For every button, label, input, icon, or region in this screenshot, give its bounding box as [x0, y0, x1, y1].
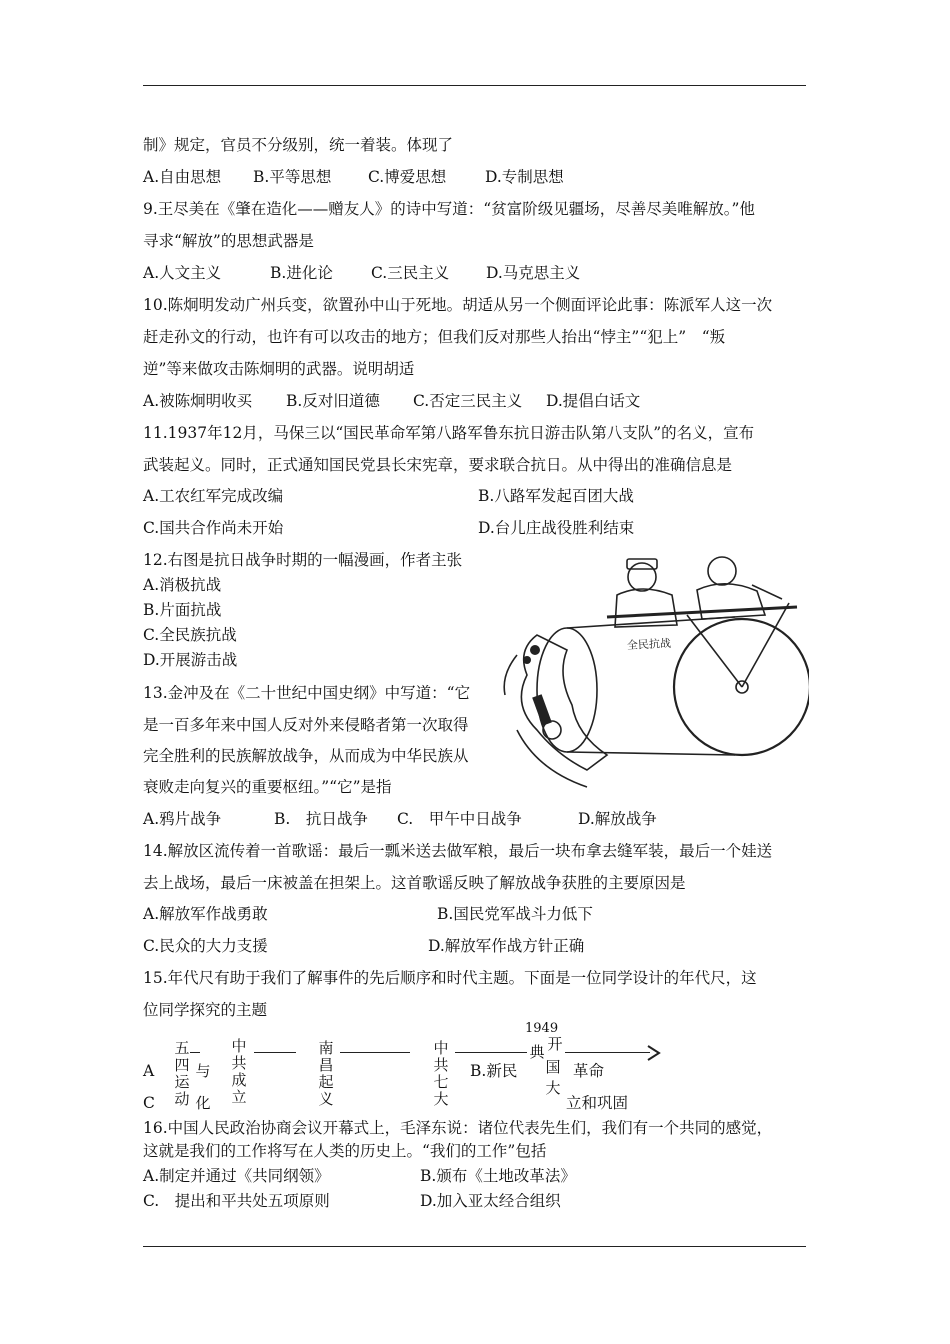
q8-stem-continued: 制》规定，官员不分级别，统一着装。体现了	[143, 136, 454, 154]
q9-stem-line2: 寻求“解放”的思想武器是	[143, 232, 314, 250]
q13-option-b[interactable]: B. 抗日战争	[274, 810, 368, 828]
q15-stem-line1: 15.年代尺有助于我们了解事件的先后顺序和时代主题。下面是一位同学设计的年代尺，这	[143, 969, 757, 987]
q13-option-d[interactable]: D.解放战争	[578, 810, 657, 828]
q16-option-a[interactable]: A.制定并通过《共同纲领》	[143, 1167, 330, 1185]
q11-stem-line1: 11.1937年12月，马保三以“国民革命军第八路军鲁东抗日游击队第八支队”的名义，宣布	[143, 424, 755, 442]
q10-option-c[interactable]: C.否定三民主义	[413, 392, 523, 410]
roller-left-end	[537, 628, 597, 752]
q12-option-d[interactable]: D.开展游击战	[143, 651, 238, 669]
q11-option-d[interactable]: D.台儿庄战役胜利结束	[478, 519, 635, 537]
footer-rule	[143, 1246, 806, 1247]
anti-japanese-war-cartoon	[497, 555, 809, 800]
q11-option-a[interactable]: A.工农红军完成改编	[143, 487, 284, 505]
worker-figure-head	[628, 563, 656, 591]
q9-stem-line1: 9.王尽美在《肇在造化——赠友人》的诗中写道：“贫富阶级见疆场，尽善尽美唯解放。”他	[143, 200, 755, 218]
q16-stem-line1: 16.中国人民政治协商会议开幕式上，毛泽东说：诸位代表先生们，我们有一个共同的感觉，	[143, 1119, 773, 1137]
q11-option-c[interactable]: C.国共合作尚未开始	[143, 519, 284, 537]
q16-stem-line2: 这就是我们的工作将写在人类的历史上。“我们的工作”包括	[143, 1142, 547, 1160]
q15-option-d-tail: 立和巩固	[566, 1094, 629, 1112]
soldier-figure-head	[708, 557, 736, 585]
q14-option-d[interactable]: D.解放军作战方针正确	[428, 937, 585, 955]
q10-stem-line1: 10.陈炯明发动广州兵变，欲置孙中山于死地。胡适从另一个侧面评论此事：陈派军人这一次	[143, 296, 773, 314]
q14-option-b[interactable]: B.国民党军战斗力低下	[437, 905, 593, 923]
q15-option-c[interactable]: C	[143, 1094, 155, 1112]
q8-option-d[interactable]: D.专制思想	[485, 168, 564, 186]
q16-option-b[interactable]: B.颁布《土地改革法》	[420, 1167, 576, 1185]
q8-option-c[interactable]: C.博爱思想	[368, 168, 447, 186]
q13-stem-line1: 13.金冲及在《二十世纪中国史纲》中写道：“它	[143, 684, 471, 702]
timeline-fragment-yu: 与	[195, 1062, 211, 1080]
q13-option-a[interactable]: A.鸦片战争	[143, 810, 222, 828]
q15-option-a[interactable]: A	[143, 1062, 155, 1080]
cartoon-banner-text: 全民抗战	[626, 636, 672, 653]
timeline-arrow-icon	[645, 1045, 663, 1061]
q14-stem-line1: 14.解放区流传着一首歌谣：最后一瓢米送去做军粮，最后一块布拿去缝军装，最后一个娃送	[143, 842, 773, 860]
q13-stem-line4: 衰败走向复兴的重要枢纽。”“它”是指	[143, 778, 392, 796]
q16-option-d[interactable]: D.加入亚太经合组织	[420, 1192, 561, 1210]
q10-option-b[interactable]: B.反对旧道德	[286, 392, 380, 410]
q12-stem: 12.右图是抗日战争时期的一幅漫画，作者主张	[143, 551, 463, 569]
q11-stem-line2: 武装起义。同时，正式通知国民党县长宋宪章，要求联合抗日。从中得出的准确信息是	[143, 456, 733, 474]
q12-option-a[interactable]: A.消极抗战	[143, 576, 222, 594]
q10-stem-line3: 逆”等来做攻击陈炯明的武器。说明胡适	[143, 360, 415, 378]
q13-option-c[interactable]: C. 甲午中日战争	[397, 810, 522, 828]
q14-option-a[interactable]: A.解放军作战勇敢	[143, 905, 268, 923]
q10-stem-line2: 赶走孙文的行动，也许有可以攻击的地方；但我们反对那些人抬出“悖主”“犯上” “叛	[143, 328, 726, 346]
q8-option-a[interactable]: A.自由思想	[143, 168, 222, 186]
q14-option-c[interactable]: C.民众的大力支援	[143, 937, 268, 955]
q12-option-b[interactable]: B.片面抗战	[143, 601, 222, 619]
timeline-year-1949: 1949	[525, 1022, 559, 1032]
q13-stem-line3: 完全胜利的民族解放战争，从而成为中华民族从	[143, 747, 469, 765]
q15-option-b[interactable]: B.新民	[470, 1062, 518, 1080]
q9-option-d[interactable]: D.马克思主义	[486, 264, 581, 282]
q9-option-a[interactable]: A.人文主义	[143, 264, 222, 282]
q11-option-b[interactable]: B.八路军发起百团大战	[478, 487, 634, 505]
q8-option-b[interactable]: B.平等思想	[253, 168, 332, 186]
q9-option-c[interactable]: C.三民主义	[371, 264, 450, 282]
q12-option-c[interactable]: C.全民族抗战	[143, 626, 237, 644]
q10-option-a[interactable]: A.被陈炯明收买	[143, 392, 253, 410]
q15-option-b-tail: 革命	[573, 1062, 605, 1080]
q15-stem-line2: 位同学探究的主题	[143, 1001, 268, 1019]
q9-option-b[interactable]: B.进化论	[270, 264, 333, 282]
q16-option-c[interactable]: C. 提出和平共处五项原则	[143, 1192, 330, 1210]
timeline-fragment-hua: 化	[195, 1094, 211, 1112]
q14-stem-line2: 去上战场，最后一床被盖在担架上。这首歌谣反映了解放战争获胜的主要原因是	[143, 874, 686, 892]
q13-stem-line2: 是一百多年来中国人反对外来侵略者第一次取得	[143, 716, 469, 734]
header-rule	[143, 85, 806, 86]
q10-option-d[interactable]: D.提倡白话文	[546, 392, 641, 410]
